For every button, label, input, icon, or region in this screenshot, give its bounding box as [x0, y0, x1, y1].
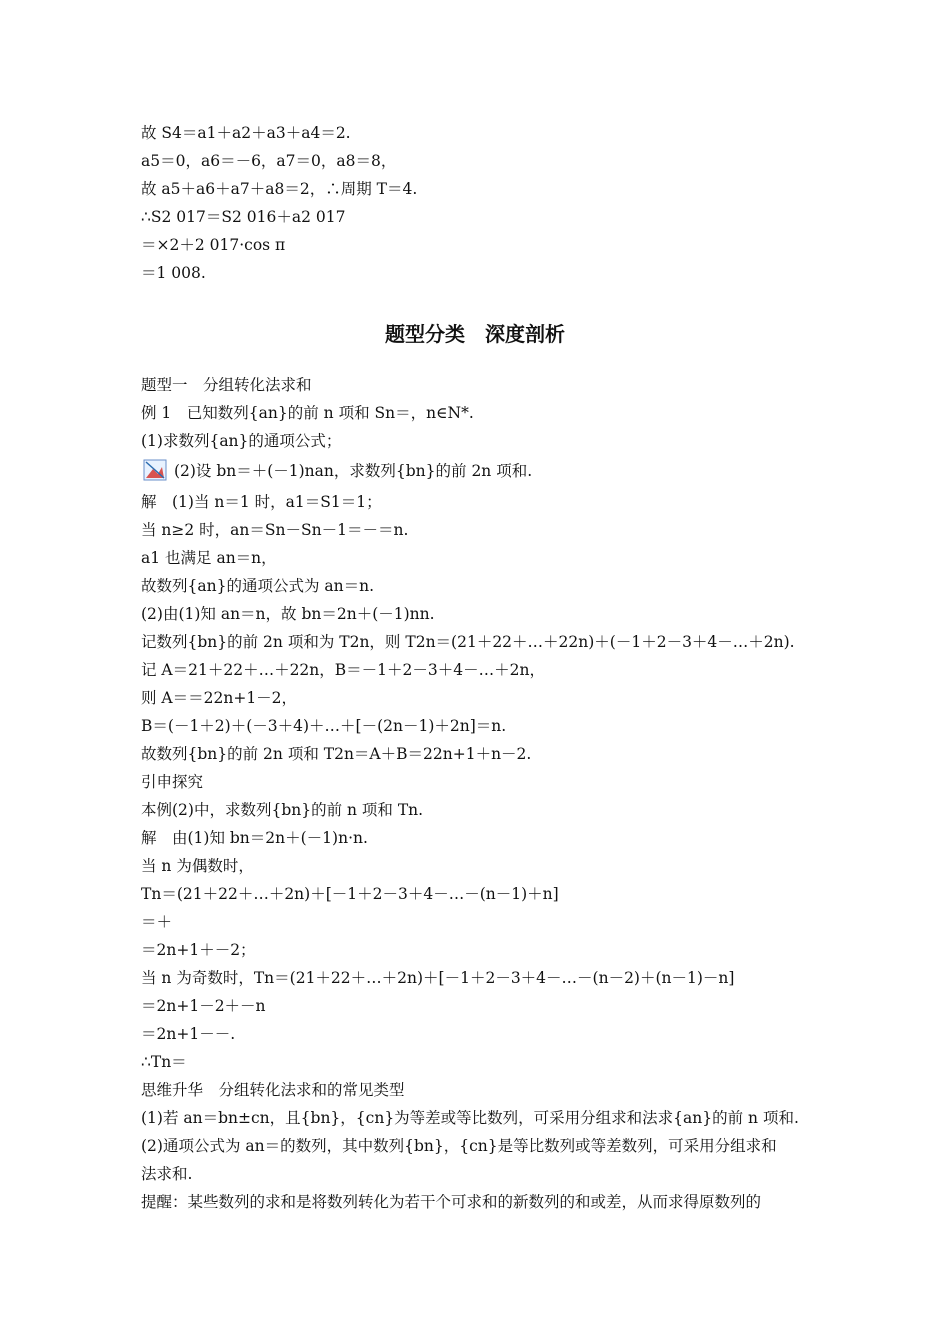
text-line: ＝2n+1－2＋－n — [141, 997, 266, 1015]
text-line: (1)求数列{an}的通项公式； — [141, 432, 342, 450]
text-line: 提醒：某些数列的求和是将数列转化为若干个可求和的新数列的和或差，从而求得原数列的 — [141, 1193, 762, 1211]
text-line: 本例(2)中，求数列{bn}的前 n 项和 Tn. — [141, 801, 424, 819]
text-line: ＝×2＋2 017·cos π — [141, 236, 286, 254]
text-line: 当 n≥2 时，an＝Sn－Sn－1＝－＝n. — [141, 521, 409, 539]
text-line: 例 1 已知数列{an}的前 n 项和 Sn＝，n∈N*. — [141, 404, 474, 422]
text-line: 解 由(1)知 bn＝2n＋(－1)n·n. — [141, 829, 368, 847]
text-line: Tn＝(21＋22＋…＋2n)＋[－1＋2－3＋4－…－(n－1)＋n] — [141, 885, 559, 903]
text-line: ＝2n+1＋－2； — [141, 941, 256, 959]
text-line: a5＝0，a6＝－6，a7＝0，a8＝8， — [141, 152, 397, 170]
text-line: a1 也满足 an＝n， — [141, 549, 277, 567]
text-line: ＝＋ — [141, 913, 173, 931]
text-line — [141, 459, 532, 481]
text-line: 记 A＝21＋22＋…＋22n，B＝－1＋2－3＋4－…＋2n， — [141, 661, 545, 679]
text-line: 故 a5＋a6＋a7＋a8＝2，∴周期 T＝4. — [141, 180, 418, 198]
text-line: 故 S4＝a1＋a2＋a3＋a4＝2. — [141, 124, 351, 142]
text-line: 法求和. — [141, 1165, 193, 1183]
section-title: 题型分类 深度剖析 — [385, 322, 565, 346]
text-line: (1)若 an＝bn±cn，且{bn}，{cn}为等差或等比数列，可采用分组求和法求{an}的前 n 项和. — [141, 1109, 799, 1127]
text-line: 解 (1)当 n＝1 时，a1＝S1＝1； — [141, 493, 382, 511]
text-line: 题型一 分组转化法求和 — [141, 376, 312, 394]
text-line: 当 n 为偶数时， — [141, 857, 254, 875]
text-line: 故数列{bn}的前 2n 项和 T2n＝A＋B＝22n+1＋n－2. — [141, 745, 532, 763]
text-line: B＝(－1＋2)＋(－3＋4)＋…＋[－(2n－1)＋2n]＝n. — [141, 717, 507, 735]
text-line: 引申探究 — [141, 773, 204, 791]
text-line: (2)由(1)知 an＝n，故 bn＝2n＋(－1)nn. — [141, 605, 435, 623]
text-line: (2)通项公式为 an＝的数列，其中数列{bn}，{cn}是等比数列或等差数列，可采用分组求和 — [141, 1137, 777, 1155]
text-line: ＝1 008. — [141, 264, 206, 282]
text-line: ∴Tn＝ — [141, 1053, 187, 1071]
text-line: 故数列{an}的通项公式为 an＝n. — [141, 577, 375, 595]
text-line: 记数列{bn}的前 2n 项和为 T2n，则 T2n＝(21＋22＋…＋22n)＋(－1＋2－3＋4－…＋2n). — [141, 633, 795, 651]
text-line: 则 A＝＝22n+1－2， — [141, 689, 298, 707]
text-line-content: (2)设 bn＝＋(－1)nan，求数列{bn}的前 2n 项和. — [173, 462, 533, 480]
text-line: ∴S2 017＝S2 016＋a2 017 — [141, 208, 346, 226]
image-placeholder-icon — [143, 459, 167, 481]
text-line: 思维升华 分组转化法求和的常见类型 — [141, 1081, 405, 1099]
text-line: ＝2n+1－－. — [141, 1025, 236, 1043]
text-line: 当 n 为奇数时，Tn＝(21＋22＋…＋2n)＋[－1＋2－3＋4－…－(n－2)＋(n－1)－n] — [141, 969, 735, 987]
